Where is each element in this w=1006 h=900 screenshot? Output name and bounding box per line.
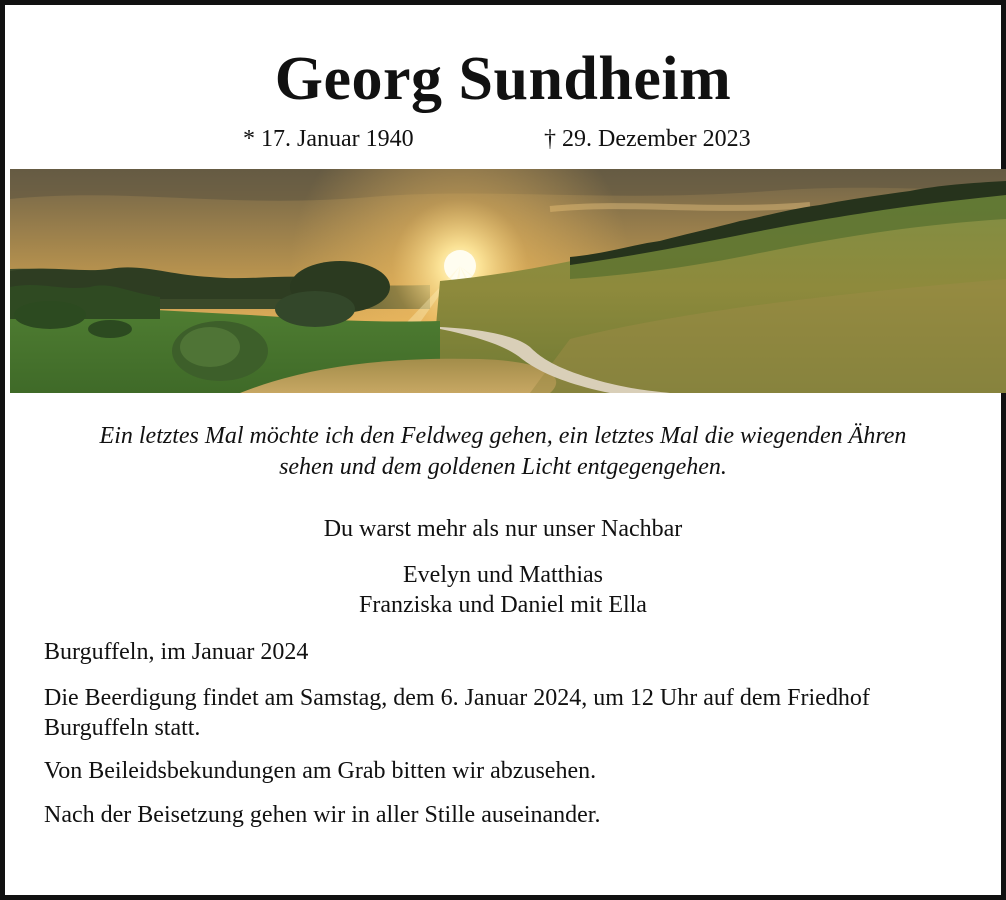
deceased-name: Georg Sundheim [274, 45, 732, 113]
verse [45, 421, 961, 483]
death-date: † 29. Dezember 2023 [544, 126, 751, 152]
birth-date: * 17. Januar 1940 [243, 126, 414, 152]
condolence-note: Von Beileidsbekundungen am Grab bitten wir abzusehen. [44, 758, 597, 784]
tribute-line: Du warst mehr als nur unser Nachbar [323, 516, 683, 542]
verse-line: Ein letztes Mal möchte ich den Feldweg gehen, ein letztes Mal die wiegenden Ähren [99, 423, 907, 449]
silence-note: Nach der Beisetzung gehen wir in aller Stille auseinander. [44, 802, 601, 828]
place-date: Burguffeln, im Januar 2024 [44, 639, 309, 665]
burial-info: Die Beerdigung findet am Samstag, dem 6. Januar 2024, um 12 Uhr auf dem Friedhof Burguffeln statt. [44, 685, 870, 741]
sunset-field-path-image [10, 169, 1006, 393]
verse-line: sehen und dem goldenen Licht entgegengehen. [279, 454, 727, 480]
signature-line: Franziska und Daniel mit Ella [359, 592, 647, 618]
signature-line: Evelyn und Matthias [403, 562, 603, 588]
